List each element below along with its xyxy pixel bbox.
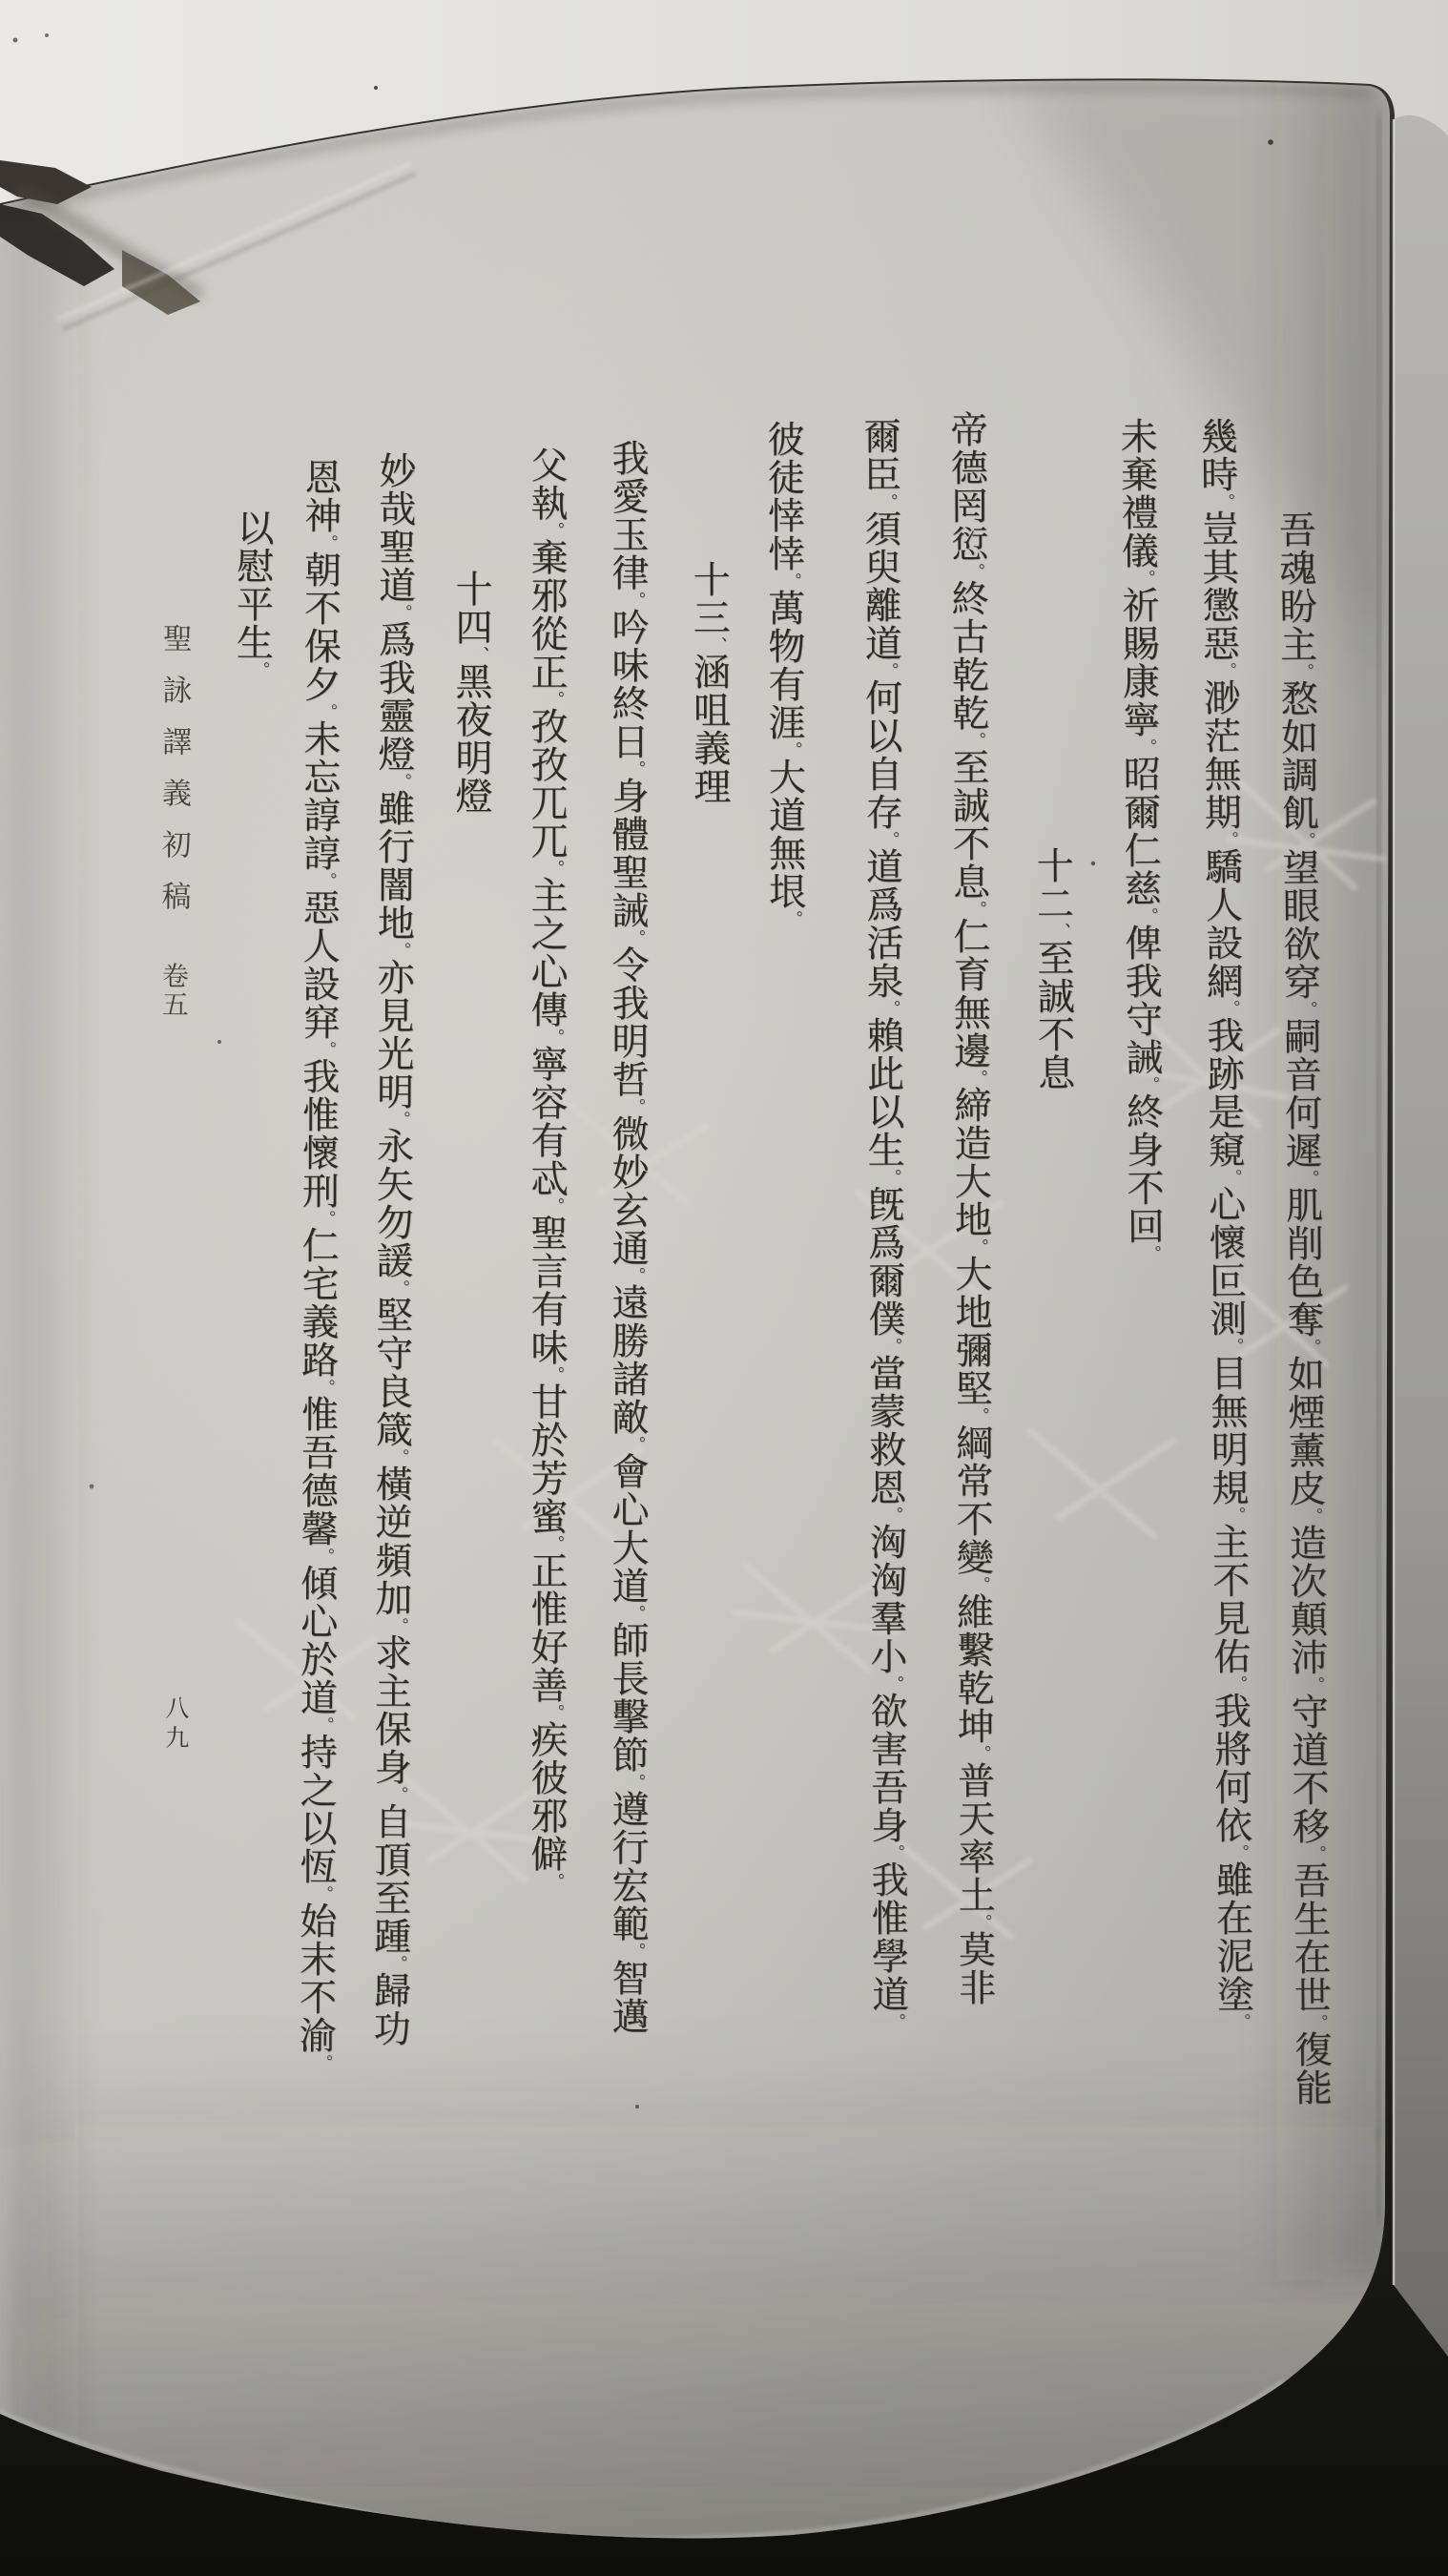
text-column-6: 彼徒悻悻。萬物有涯。大道無垠。 [761,419,806,927]
text-column-10: 恩神。朝不保夕。未忘諄諄。惡人設穽。我惟懷刑。仁宅義路。惟吾德馨。傾心於道。持之以恆。始末不渝。 [293,457,341,2071]
text-column-9: 妙哉聖道。爲我靈燈。雖行闇地。亦見光明。永矢勿諼。堅守良箴。橫逆頻加。求主保身。自頂至踵。歸功 [367,450,416,2048]
text-column-3: 未棄禮儀。祈賜康寧。昭爾仁慈。俾我守誡。終身不回。 [1114,416,1165,1261]
section-header-12: 十二、至誠不息 [1030,845,1075,1092]
text-column-2: 幾時。豈其懲惡。渺茫無期。驕人設網。我跡是窺。心懷叵測。目無明規。主不見佑。我將何依。雖在泥塗。 [1194,416,1254,2029]
text-column-8: 父執。棄邪從正。孜孜兀兀。主之心傳。寧容有忒。聖言有味。甘於芳蜜。正惟好善。疾彼邪僻。 [525,446,568,1889]
text-column-7: 我愛玉律。吟味終日。身體聖誡。令我明哲。微妙玄通。遠勝諸敵。會心大道。師長擊節。遵行宏範。智邁 [606,439,649,2035]
text-column-5: 爾臣。須臾離道。何以自存。道爲活泉。賴此以生。旣爲爾僕。當蒙救恩。洶洶羣小。欲害吾身。我惟學道。 [858,416,909,2029]
volume-label: 卷五 [157,961,190,1020]
text-column-4: 帝德罔愆。終古乾乾。至誠不息。仁育無邊。締造大地。大地彌堅。綱常不變。維繫乾坤。普天率土。莫非 [944,409,996,2007]
section-header-13: 十三、涵咀義理 [687,559,731,806]
page-number: 八九 [161,1694,190,1755]
section-header-14: 十四、黑夜明燈 [449,570,492,815]
text-column-1-runover: 吾魂盼主。愗如調飢。望眼欲穿。嗣音何遲。肌削色奪。如煙薰皮。造次顛沛。守道不移。吾生在世。復能 [1272,509,1333,2108]
running-title: 聖詠譯義初稿 [155,622,192,933]
text-column-11: 以慰平生。 [230,508,274,678]
